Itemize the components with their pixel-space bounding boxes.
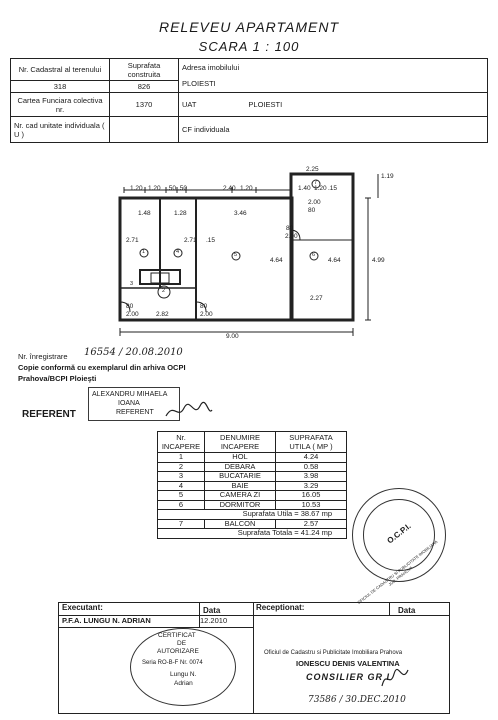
data-value: 12.2010: [200, 616, 228, 625]
plan-dim-5: 2.71: [184, 237, 197, 244]
room-nr: 1: [158, 453, 205, 463]
rooms-table: [157, 431, 347, 539]
consilier-role: CONSILIER GR I: [306, 672, 391, 682]
cert-line-2: DE: [177, 640, 187, 647]
referent-name2: IOANA: [118, 400, 140, 407]
plan-dim-17: 80: [126, 303, 134, 310]
adresa-value: PLOIESTI: [182, 79, 216, 88]
plan-dim-top-3: .50: [167, 185, 177, 192]
uat-label: UAT: [182, 100, 197, 109]
page-scale: SCARA 1 : 100: [198, 39, 300, 54]
suprafata-label: Suprafata construita: [110, 59, 179, 81]
referent-name1: ALEXANDRU MIHAELA: [92, 391, 168, 398]
cf-individual-label: CF individuala: [179, 117, 488, 143]
uat-value: PLOIESTI: [248, 100, 283, 109]
plan-dim-21: 2.00: [308, 199, 321, 206]
executant-value: P.F.A. LUNGU N. ADRIAN: [62, 616, 151, 625]
cadastral-label: Nr. Cadastral al terenului: [11, 59, 110, 81]
plan-dim-13: 2.82: [156, 311, 169, 318]
referent-title: REFERENT: [116, 409, 154, 416]
cert-line-6: Adrian: [174, 680, 193, 687]
plan-dim-16: 2.00: [126, 311, 139, 318]
plan-dim-14: 2.27: [310, 295, 323, 302]
cert-line-1: CERTIFICAT: [158, 632, 196, 639]
plan-dim-top-1: 1.20: [130, 185, 143, 192]
header-table: [10, 58, 488, 143]
room-name: DEBARA: [205, 462, 276, 472]
referent-label: REFERENT: [22, 409, 76, 420]
plan-dim-top-10: .15: [328, 185, 338, 192]
oficiu-text: Oficiul de Cadastru si Publicitate Imobiliara Prahova: [264, 650, 403, 656]
ocpi-seal: [352, 488, 446, 605]
room-number-3: 3: [130, 281, 134, 287]
rooms-header-denumire: DENUMIRE INCAPERE: [205, 432, 276, 453]
plan-dim-8: 2.00: [285, 233, 298, 240]
room-area: 10.53: [276, 500, 347, 510]
rooms-header-nr: Nr. INCAPERE: [158, 432, 205, 453]
table-row: [158, 453, 347, 463]
util-total: Suprafata Utila = 38.67 mp: [158, 510, 347, 520]
plan-dim-top-4: .50: [178, 185, 188, 192]
data-label: Data: [203, 606, 221, 615]
data2-label: Data: [398, 606, 416, 615]
plan-dim-12: 1.19: [381, 173, 394, 180]
consilier-name: IONESCU DENIS VALENTINA: [296, 659, 400, 668]
seal-ring-text: OFICIUL DE CADASTRU SI PUBLICITATE IMOBILIARA JUD. PRAHOVA: [356, 539, 439, 605]
plan-dim-top-9: 1.20: [314, 185, 327, 192]
copie-line2: Prahova/BCPI Ploieşti: [18, 374, 97, 383]
plan-dim-9: 4.64: [270, 257, 283, 264]
plan-dim-top-6: 1.20: [240, 185, 253, 192]
room-nr: 3: [158, 472, 205, 482]
reg-handwritten: 16554 / 20.08.2010: [84, 347, 183, 358]
plan-dim-top-5: 2.40: [223, 185, 236, 192]
cf-value: 1370: [110, 93, 179, 117]
consilier-signature: [380, 666, 410, 690]
plan-dim-18: 80: [200, 303, 208, 310]
plan-dim-11: 4.99: [372, 257, 385, 264]
room-name: HOL: [205, 453, 276, 463]
room-number-2: 2: [162, 288, 166, 294]
plan-dim-top-8: 1.40: [298, 185, 311, 192]
room-name: BUCATARIE: [205, 472, 276, 482]
plan-dim-2: 1.28: [174, 210, 187, 217]
plan-dim-7: 80: [286, 225, 294, 232]
executant-label: Executant:: [62, 603, 103, 612]
plan-dim-10: 4.64: [328, 257, 341, 264]
plan-dim-top-2: 1.20: [148, 185, 161, 192]
room-number-7: 7: [314, 180, 318, 186]
room-number-4: 4: [176, 249, 180, 255]
receptionat-label: Receptionat:: [256, 603, 305, 612]
room-name: BAIE: [205, 481, 276, 491]
total-area: Suprafata Totala = 41.24 mp: [158, 529, 347, 539]
copie-line1: Copie conformă cu exemplarul din arhiva OCPI: [18, 363, 186, 372]
room-area: 3.98: [276, 472, 347, 482]
rooms-header-suprafata: SUPRAFATA UTILA ( MP ): [276, 432, 347, 453]
cert-line-3: AUTORIZARE: [157, 648, 199, 655]
plan-dim-20: 80: [308, 207, 316, 214]
table-row: [158, 472, 347, 482]
room-nr: 6: [158, 500, 205, 510]
room-nr: 4: [158, 481, 205, 491]
table-row: [158, 491, 347, 501]
cf-label: Cartea Funciara colectiva nr.: [11, 93, 110, 117]
room-nr: 7: [158, 519, 205, 529]
plan-dim-3: 3.46: [234, 210, 247, 217]
room-nr: 5: [158, 491, 205, 501]
plan-dim-1: 1.48: [138, 210, 151, 217]
bottom-reg: 73586 / 30.DEC.2010: [308, 695, 406, 705]
room-area: 0.58: [276, 462, 347, 472]
page-title: RELEVEU APARTAMENT: [158, 19, 340, 35]
room-name: BALCON: [205, 519, 276, 529]
room-number-6: 6: [312, 252, 316, 258]
seal-center: O.C.P.I.: [385, 521, 413, 546]
room-area: 2.57: [276, 519, 347, 529]
plan-dim-total: 9.00: [226, 333, 239, 340]
room-name: CAMERA ZI: [205, 491, 276, 501]
unit-label: Nr. cad unitate individuala ( U ): [11, 117, 110, 143]
reg-label: Nr. înregistrare: [18, 352, 68, 361]
cert-line-4: Seria RO-B-F Nr. 0074: [142, 660, 203, 666]
cert-line-5: Lungu N.: [170, 671, 197, 678]
referent-signature: [164, 400, 214, 422]
room-area: 16.05: [276, 491, 347, 501]
room-nr: 2: [158, 462, 205, 472]
suprafata-value: 826: [110, 81, 179, 93]
plan-dim-4: 2.71: [126, 237, 139, 244]
room-number-1: 1: [142, 249, 146, 255]
plan-dim-top-7: 2.25: [306, 166, 319, 173]
adresa-label: Adresa imobilului: [182, 63, 240, 72]
room-name: DORMITOR: [205, 500, 276, 510]
plan-dim-6: .15: [206, 237, 216, 244]
room-area: 3.29: [276, 481, 347, 491]
room-area: 4.24: [276, 453, 347, 463]
cadastral-value: 318: [11, 81, 110, 93]
plan-dim-19: 2.00: [200, 311, 213, 318]
room-number-5: 5: [234, 252, 238, 258]
